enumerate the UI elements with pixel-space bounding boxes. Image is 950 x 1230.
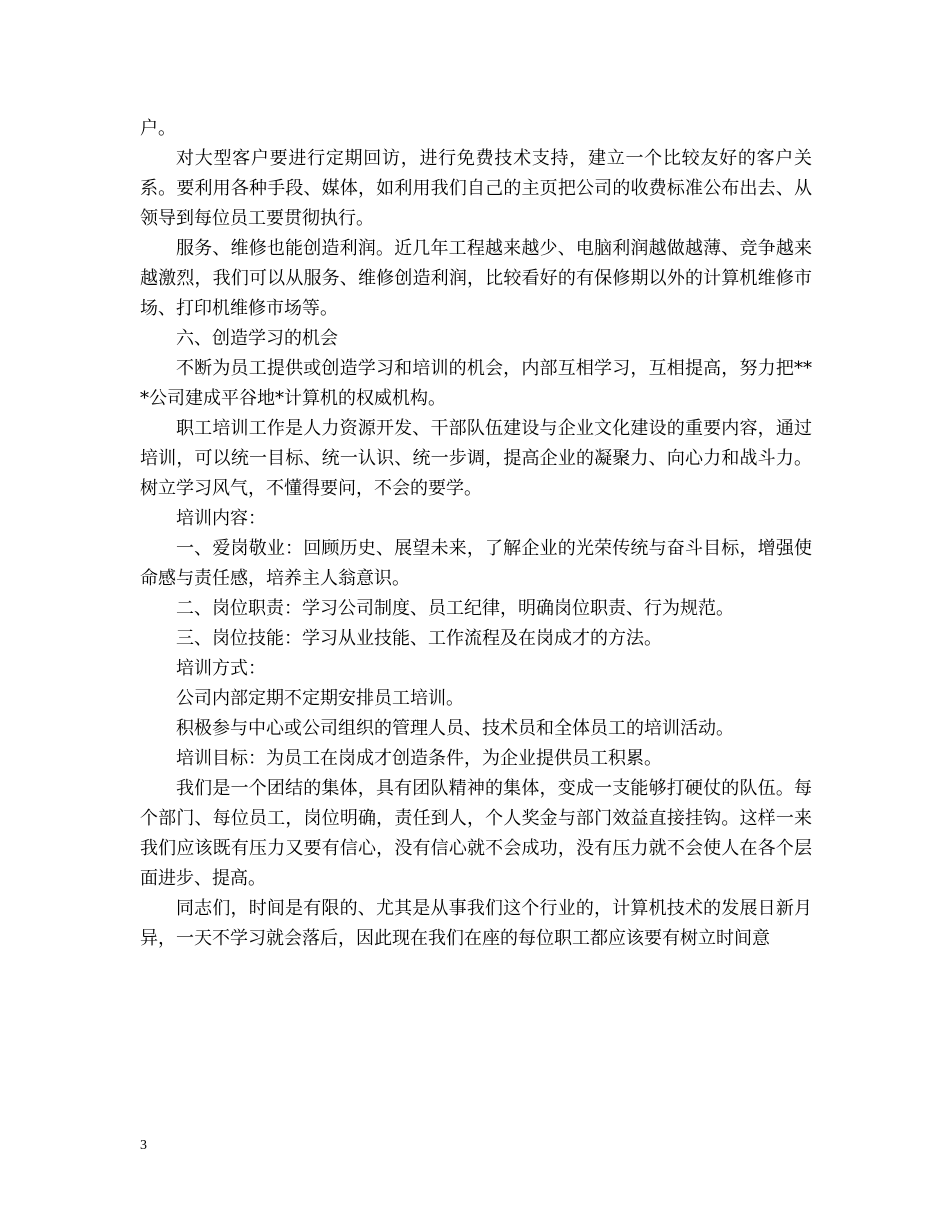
document-body	[140, 114, 812, 954]
paragraph: 职工培训工作是人力资源开发、干部队伍建设与企业文化建设的重要内容，通过培训，可以统一目标、统一认识、统一步调，提高企业的凝聚力、向心力和战斗力。树立学习风气，不懂得要问，不会的要学。	[140, 418, 812, 499]
list-item: 一、爱岗敬业：回顾历史、展望未来，了解企业的光荣传统与奋斗目标，增强使命感与责任感，培养主人翁意识。	[140, 538, 812, 589]
paragraph: 公司内部定期不定期安排员工培训。	[176, 688, 464, 709]
paragraph: 培训目标：为员工在岗成才创造条件，为企业提供员工积累。	[176, 748, 662, 769]
subheading: 培训方式：	[176, 658, 266, 679]
section-heading: 六、创造学习的机会	[176, 328, 338, 349]
list-item: 二、岗位职责：学习公司制度、员工纪律，明确岗位职责、行为规范。	[176, 598, 734, 619]
paragraph: 不断为员工提供或创造学习和培训的机会，内部互相学习，互相提高，努力把***公司建成平谷地*计算机的权威机构。	[140, 358, 812, 409]
paragraph: 我们是一个团结的集体，具有团队精神的集体，变成一支能够打硬仗的队伍。每个部门、每位员工，岗位明确，责任到人，个人奖金与部门效益直接挂钩。这样一来我们应该既有压力又要有信心，没有信心就不会成功，没有压力就不会使人在各个层面进步、提高。	[140, 778, 812, 889]
subheading: 培训内容：	[176, 508, 266, 529]
paragraph: 同志们，时间是有限的、尤其是从事我们这个行业的，计算机技术的发展日新月异，一天不学习就会落后，因此现在我们在座的每位职工都应该要有树立时间意	[140, 898, 812, 949]
paragraph: 服务、维修也能创造利润。近几年工程越来越少、电脑利润越做越薄、竞争越来越激烈，我们可以从服务、维修创造利润，比较看好的有保修期以外的计算机维修市场、打印机维修市场等。	[140, 238, 812, 319]
paragraph-continuation: 户。	[140, 118, 176, 139]
list-item: 三、岗位技能：学习从业技能、工作流程及在岗成才的方法。	[176, 628, 662, 649]
page-number: 3	[140, 1138, 147, 1153]
paragraph: 对大型客户要进行定期回访，进行免费技术支持，建立一个比较友好的客户关系。要利用各种手段、媒体，如利用我们自己的主页把公司的收费标准公布出去、从领导到每位员工要贯彻执行。	[140, 148, 812, 229]
paragraph: 积极参与中心或公司组织的管理人员、技术员和全体员工的培训活动。	[176, 718, 734, 739]
